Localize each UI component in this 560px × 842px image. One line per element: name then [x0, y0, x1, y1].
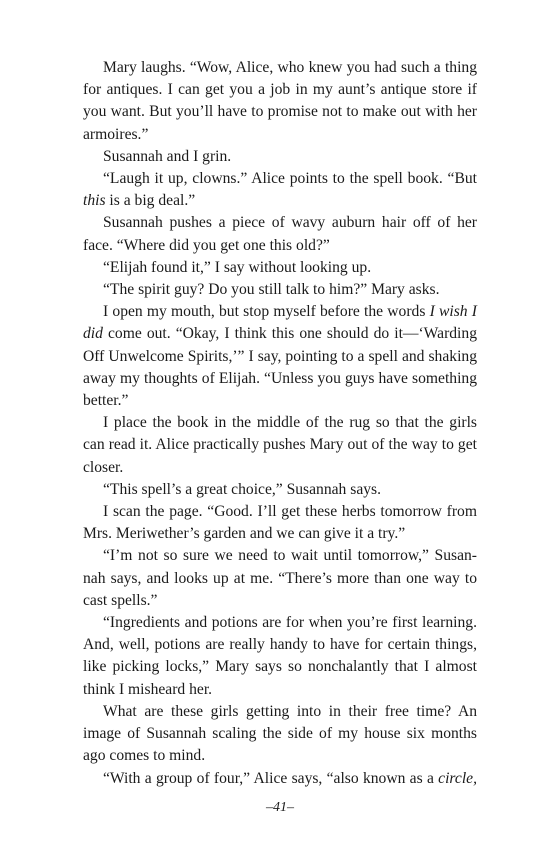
- text-run: Mary laughs. “Wow, Alice, who knew you had such a thing for antiques. I can get you a job in my aunt’s antique store if you want. But you’ll have to promise not to make out with her armoires.”: [83, 59, 477, 143]
- text-run: “I’m not so sure we need to wait until tomorrow,” Susannah says, and looks up at me. “There’s more than one way to cast spells.”: [83, 547, 477, 609]
- paragraph: [83, 701, 477, 768]
- paragraph: [83, 257, 477, 279]
- text-run: “With a group of four,” Alice says, “also known as a: [103, 769, 439, 787]
- text-run: Susannah pushes a piece of wavy auburn hair off of her face. “Where did you get one this old?”: [83, 214, 477, 254]
- text-run: “Elijah found it,” I say without looking up.: [103, 258, 372, 276]
- text-run: What are these girls getting into in their free time? An image of Susannah scaling the side of my house six months ago comes to mind.: [83, 702, 477, 765]
- text-run: Susannah and I grin.: [103, 147, 232, 165]
- paragraph: [83, 301, 477, 412]
- paragraph: [83, 545, 477, 612]
- text-run: “Laugh it up, clowns.” Alice points to the spell book. “But: [103, 170, 477, 188]
- text-run: “Ingredients and potions are for when you’re first learning. And, well, potions are really handy to have for certain things, like picking locks,” Mary says so nonchalantly that I almost think I misheard her.: [83, 614, 477, 698]
- paragraph: [83, 168, 477, 212]
- text-run: is a big deal.”: [105, 192, 196, 210]
- paragraph: [83, 146, 477, 168]
- page-number: –41–: [266, 800, 294, 815]
- text-run: I open my mouth, but stop myself before the words: [103, 303, 430, 321]
- paragraph: [83, 57, 477, 146]
- paragraph: [83, 479, 477, 501]
- page-body: [83, 57, 477, 790]
- text-run: “This spell’s a great choice,” Susannah says.: [103, 480, 382, 498]
- paragraph: [83, 412, 477, 479]
- paragraph: [83, 501, 477, 545]
- italic-text: circle,: [438, 769, 477, 787]
- text-run: I place the book in the middle of the rug so that the girls can read it. Alice practically pushes Mary out of the way to get closer.: [83, 414, 477, 476]
- italic-text: I wish I did: [83, 303, 477, 343]
- paragraph: [83, 768, 477, 790]
- paragraph: [83, 212, 477, 256]
- text-run: come out. “Okay, I think this one should do it—‘Warding Off Unwelcome Spirits,’” I say, pointing to a spell and shaking away my thoughts of Elijah. “Unless you guys have something better.”: [83, 325, 477, 410]
- text-run: I scan the page. “Good. I’ll get these herbs tomorrow from Mrs. Meriwether’s garden and we can give it a try.”: [83, 503, 477, 543]
- paragraph: [83, 279, 477, 301]
- italic-text: this: [83, 192, 106, 210]
- paragraph: [83, 612, 477, 701]
- text-run: “The spirit guy? Do you still talk to him?” Mary asks.: [103, 281, 440, 299]
